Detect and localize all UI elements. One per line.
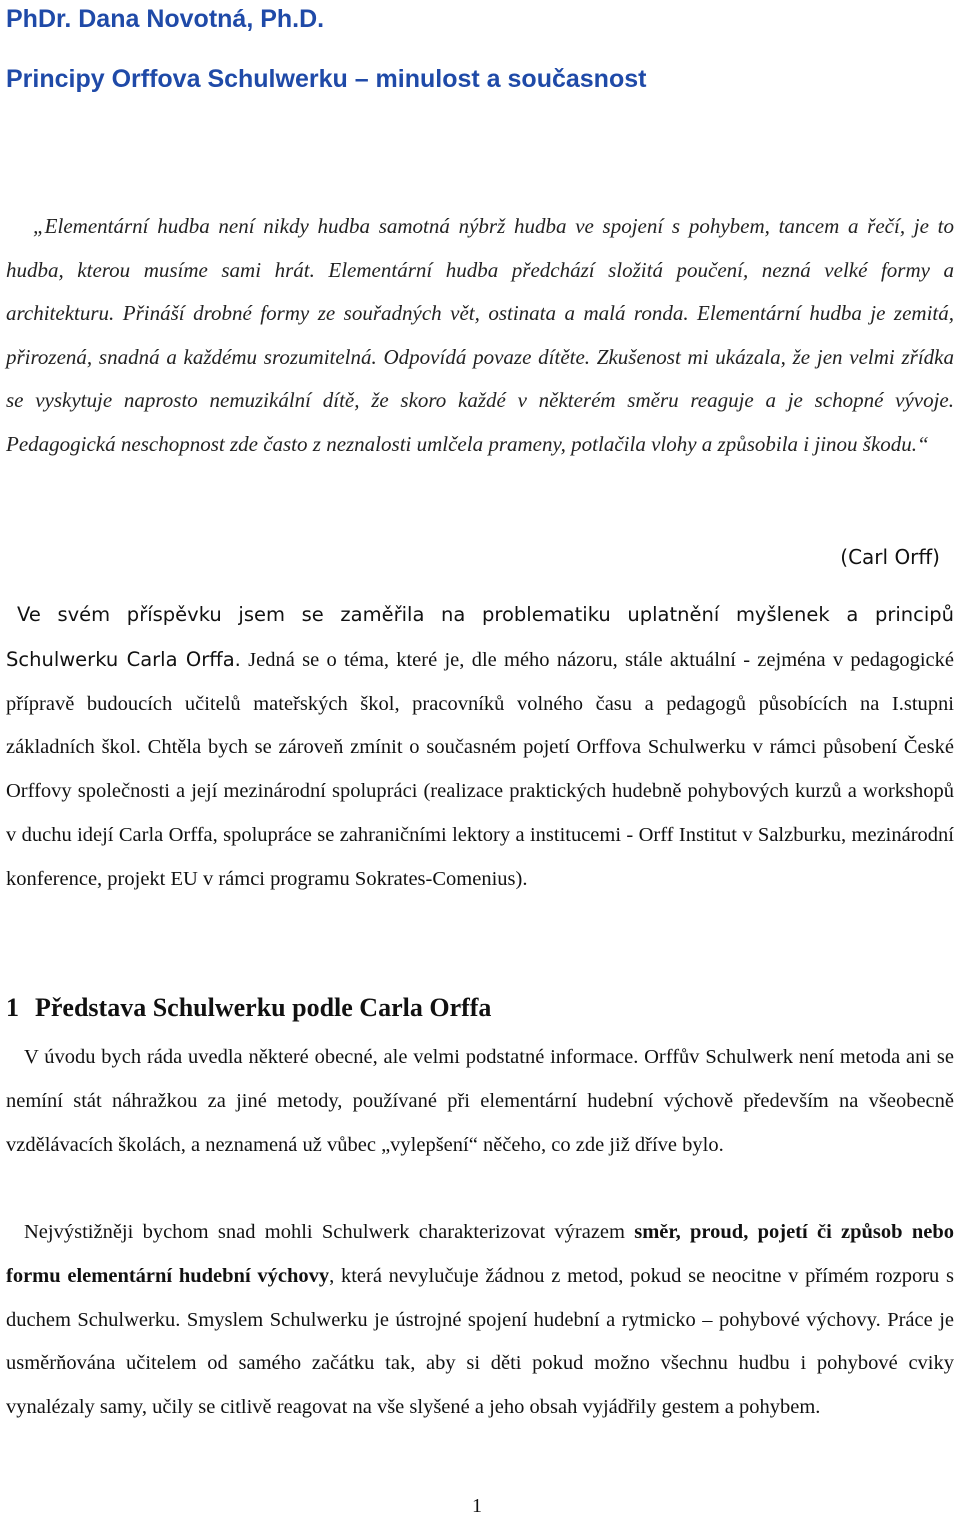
document-title: Principy Orffova Schulwerku – minulost a současnost [6, 65, 647, 93]
page-number: 1 [472, 1495, 482, 1517]
section-paragraph-1 [6, 1036, 954, 1167]
intro-sentence-3: Chtěla bych se zároveň zmínit o současném pojetí Orffova Schulwerku v rámci působení České Orffovy společnosti a její mezinárodní spolupráci (realizace praktických hudebně pohybových kurzů a workshopů v duchu idejí Carla Orffa, spolupráce se zahraničními lektory a institucemi - Orff Institut v Salzburku, mezinárodní konference, projekt EU v rámci programu Sokrates-Comenius). [6, 736, 954, 890]
intro-sentence-1: Ve svém příspěvku jsem se zaměřila na problematiku uplatnění myšlenek a principů Schulwerku Carla Orffa. [6, 603, 954, 671]
section-heading [6, 990, 491, 1026]
section-paragraph-2-bold: směr, proud, pojetí či způsob nebo formu elementární hudební výchovy [6, 1221, 954, 1287]
motto-quote: „Elementární hudba není nikdy hudba samotná nýbrž hudba ve spojení s pohybem, tancem a řečí, je to hudba, kterou musíme sami hrát. Elementární hudba předchází složitá poučení, nezná velké formy a architekturu. Přináší drobné formy ze souřadných vět, ostinata a malá ronda. Elementární hudba je zemitá, přirozená, snadná a každému srozumitelná. Odpovídá povaze dítěte. Zkušenost mi ukázala, že jen velmi zřídka se vyskytuje naprosto nemuzikální dítě, že skoro každé v některém směru reaguje a je schopné vývoje. Pedagogická neschopnost zde často z neznalosti umlčela prameny, potlačila vlohy a způsobila i jinou škodu.“ [6, 214, 954, 456]
section-paragraph-2 [6, 1211, 954, 1430]
section-title: Představa Schulwerku podle Carla Orffa [35, 993, 492, 1022]
section-number: 1 [6, 993, 19, 1022]
section-paragraph-2-part-1: Nejvýstižněji bychom snad mohli Schulwerk charakterizovat výrazem [24, 1221, 635, 1243]
author-name: PhDr. Dana Novotná, Ph.D. [6, 5, 325, 33]
section-paragraph-1-part-2: Orffův Schulwerk není metoda ani se nemíní stát náhražkou za jiné metody, používané při elementární hudební výchově především na všeobecně vzdělávacích školách, a neznamená už vůbec „vylepšení“ něčeho, co zde již dříve bylo. [6, 1046, 954, 1156]
section-paragraph-1-part-1: V úvodu bych ráda uvedla některé obecné, ale velmi podstatné informace. [24, 1046, 639, 1068]
section-paragraph-2-part-3: Práce je usměrňována učitelem od samého začátku tak, aby si děti pokud možno všechnu hudbu i pohybové cviky vynalézaly samy, učily se citlivě reagovat na vše slyšené a jeho obsah vyjádřily gestem a pohybem. [6, 1308, 954, 1419]
motto-attribution: (Carl Orff) [840, 545, 940, 569]
intro-paragraph [6, 593, 954, 902]
intro-sentence-2: Jedná se o téma, které je, dle mého názoru, stále aktuální - zejména v pedagogické přípravě budoucích učitelů mateřských škol, pracovníků volného času a pedagogů působících na I.stupni základních škol. [6, 648, 954, 759]
section-paragraph-2-part-2: , která nevylučuje žádnou z metod, pokud se neocitne v přímém rozporu s duchem Schulwerku. Smyslem Schulwerku je ústrojné spojení hudební a rytmicko – pohybové výchovy. [6, 1264, 955, 1331]
